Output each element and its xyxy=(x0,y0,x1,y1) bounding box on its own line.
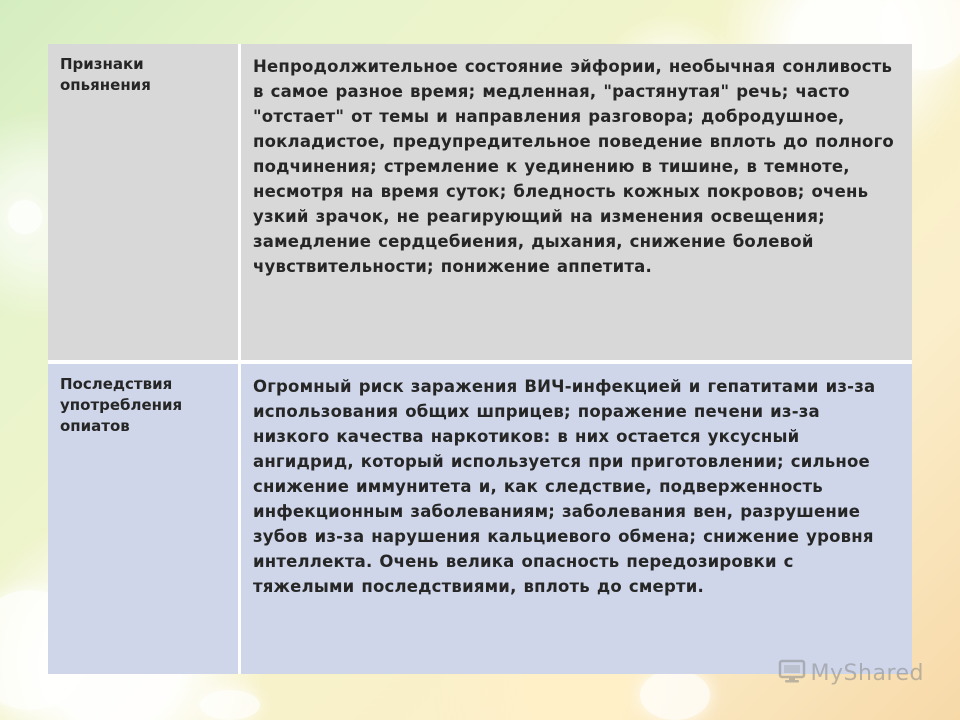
background-flower xyxy=(8,200,42,234)
row-label: Признаки опьянения xyxy=(48,44,240,362)
watermark xyxy=(777,656,924,690)
table-row-intoxication xyxy=(48,44,912,362)
row-label: Последствия употребления опиатов xyxy=(48,362,240,674)
drug-info-table xyxy=(48,44,912,674)
row-content: Огромный риск заражения ВИЧ-инфекцией и гепатитами из-за использования общих шприцев; поражение печени из-за низкого качества наркотиков: в них остается уксусный ангидрид, который используется при приготовлении; сильное снижение иммунитета и, как следствие, подверженность инфекционным заболеваниям; заболевания вен, разрушение зубов из-за нарушения кальциевого обмена; снижение уровня интеллекта. Очень велика опасность передозировки с тяжелыми последствиями, вплоть до смерти. xyxy=(240,362,913,674)
monitor-logo-icon xyxy=(777,656,807,690)
background-flower xyxy=(640,670,710,720)
background-flower xyxy=(200,690,260,720)
row-content: Непродолжительное состояние эйфории, необычная сонливость в самое разное время; медленная, "растянутая" речь; часто "отстает" от темы и направления разговора; добродушное, покладистое, предупредительное поведение вплоть до полного подчинения; стремление к уединению в тишине, в темноте, несмотря на время суток; бледность кожных покровов; очень узкий зрачок, не реагирующий на изменения освещения; замедление сердцебиения, дыхания, снижение болевой чувствительности; понижение аппетита. xyxy=(240,44,913,362)
table-row-consequences xyxy=(48,362,912,674)
watermark-text: MyShared xyxy=(810,660,924,686)
